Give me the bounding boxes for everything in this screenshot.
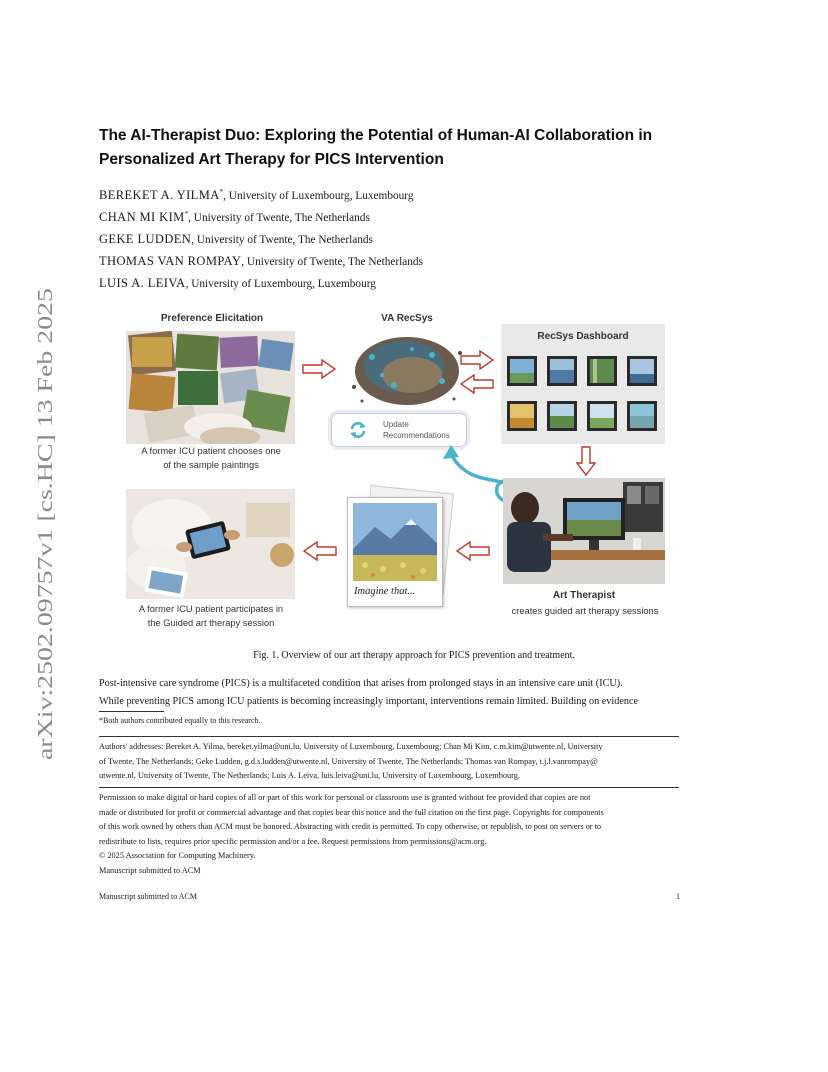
pref-elicitation-photo xyxy=(126,331,295,444)
update-label-line: Recommendations xyxy=(383,431,450,440)
postcard-front xyxy=(347,497,443,607)
author-mark: * xyxy=(184,210,189,218)
therapist-title: Art Therapist xyxy=(552,590,616,601)
update-label xyxy=(383,419,450,441)
author-affiliation: , University of Luxembourg, Luxembourg xyxy=(185,278,376,291)
author-name: THOMAS VAN ROMPAY xyxy=(99,254,242,269)
author-affiliation: , University of Twente, The Netherlands xyxy=(241,256,423,269)
authors-addresses xyxy=(99,740,699,784)
permission-line: Permission to make digital or hard copies of all or part of this work for personal or classroom use is granted without fee provided that copies are not xyxy=(99,793,591,802)
dashboard-title: RecSys Dashboard xyxy=(537,331,629,342)
va-recsys-cluster xyxy=(342,327,472,413)
author-line xyxy=(99,206,370,226)
author-line xyxy=(99,184,414,204)
paper-title: The AI-Therapist Duo: Exploring the Potential of Human-AI Collaboration in Personalized Art Therapy for PICS Intervention xyxy=(99,127,653,168)
submitted-line: Manuscript submitted to ACM xyxy=(99,865,201,875)
postcard-text: Imagine that... xyxy=(354,586,416,597)
address-line: of Twente, The Netherlands; Geke Ludden, g.d.s.ludden@utwente.nl, University of Twente, The Netherlands; Thomas van Rompay, t.j.l.vanrompay@ xyxy=(99,756,598,766)
author-name: BEREKET A. YILMA xyxy=(99,188,220,203)
therapist-caption: creates guided art therapy sessions xyxy=(511,606,659,616)
author-line xyxy=(99,272,376,292)
update-label-line: Update xyxy=(383,420,409,429)
recsys-dashboard-panel xyxy=(501,324,665,444)
arrow-left-icon xyxy=(460,374,494,394)
refresh-icon xyxy=(348,420,368,440)
arrow-right-icon xyxy=(460,350,494,370)
author-name: CHAN MI KIM xyxy=(99,210,185,225)
footnote: *Both authors contributed equally to this research. xyxy=(99,716,261,725)
author-name: GEKE LUDDEN xyxy=(99,232,192,247)
author-affiliation: , University of Twente, The Netherlands xyxy=(191,234,373,247)
author-affiliation: , University of Twente, The Netherlands xyxy=(188,212,370,225)
page-number: 1 xyxy=(676,892,680,901)
figure-1 xyxy=(99,305,729,640)
copyright-line: © 2025 Association for Computing Machinery. xyxy=(99,851,256,860)
arrow-left-icon xyxy=(303,541,337,561)
figure-caption: Fig. 1. Overview of our art therapy approach for PICS prevention and treatment. xyxy=(253,650,575,661)
addresses-rule xyxy=(99,736,679,737)
footnote-rule xyxy=(99,711,164,712)
abstract-line: Post-intensive care syndrome (PICS) is a multifaceted condition that arises from prolonged stays in an intensive care unit (ICU). xyxy=(99,678,623,689)
abstract-line: While preventing PICS among ICU patients is becoming increasingly important, interventions remain limited. Building on evidence xyxy=(99,696,638,707)
address-line: Authors' addresses: Bereket A. Yilma, bereket.yilma@uni.lu, University of Luxembourg, Luxembourg; Chan Mi Kim, c.m.kim@utwente.nl, University xyxy=(99,742,603,751)
cap-choose-line: A former ICU patient chooses one xyxy=(141,446,281,456)
permission-line: of this work owned by others than ACM must be honored. Abstracting with credit is permitted. To copy otherwise, or republish, to post on servers or to xyxy=(99,822,602,831)
footer-left: Manuscript submitted to ACM xyxy=(99,892,197,901)
author-name: LUIS A. LEIVA xyxy=(99,276,186,291)
address-line: utwente.nl, University of Twente, The Netherlands; Luis A. Leiva, luis.leiva@uni.lu, University of Luxembourg, Luxembourg. xyxy=(99,771,520,780)
pref-elicitation-title: Preference Elicitation xyxy=(160,313,264,324)
permission-rule xyxy=(99,787,679,788)
author-mark: * xyxy=(219,188,224,196)
dashboard-thumbnails xyxy=(507,356,659,434)
arxiv-stamp xyxy=(16,286,64,760)
postcard-painting xyxy=(353,503,437,581)
cap-choose xyxy=(113,444,309,472)
cap-choose-line: of the sample paintings xyxy=(163,460,259,470)
author-line xyxy=(99,250,423,270)
cap-participate xyxy=(109,602,313,630)
update-recommendations-badge xyxy=(331,413,467,447)
arrow-left-icon xyxy=(456,541,490,561)
permission-line: made or distributed for profit or commercial advantage and that copies bear this notice and the full citation on the first page. Copyrights for components xyxy=(99,807,604,817)
cap-participate-line: A former ICU patient participates in xyxy=(138,604,284,614)
author-affiliation: , University of Luxembourg, Luxembourg xyxy=(223,190,414,203)
permission-line: redistribute to lists, requires prior specific permission and/or a fee. Request permissions from permissions@acm.org. xyxy=(99,836,487,846)
patient-session-photo xyxy=(126,489,295,599)
art-therapist-photo xyxy=(503,478,665,584)
arrow-right-icon xyxy=(302,359,336,379)
permission-block xyxy=(99,791,699,878)
arxiv-id-text: arXiv:2502.09757v1 [cs.HC] 13 Feb 2025 xyxy=(33,395,57,760)
postcard-stack xyxy=(345,493,449,607)
va-recsys-title: VA RecSys xyxy=(381,313,433,324)
cap-participate-line: the Guided art therapy session xyxy=(147,618,275,628)
author-line xyxy=(99,228,373,248)
arrow-down-icon xyxy=(576,446,596,476)
